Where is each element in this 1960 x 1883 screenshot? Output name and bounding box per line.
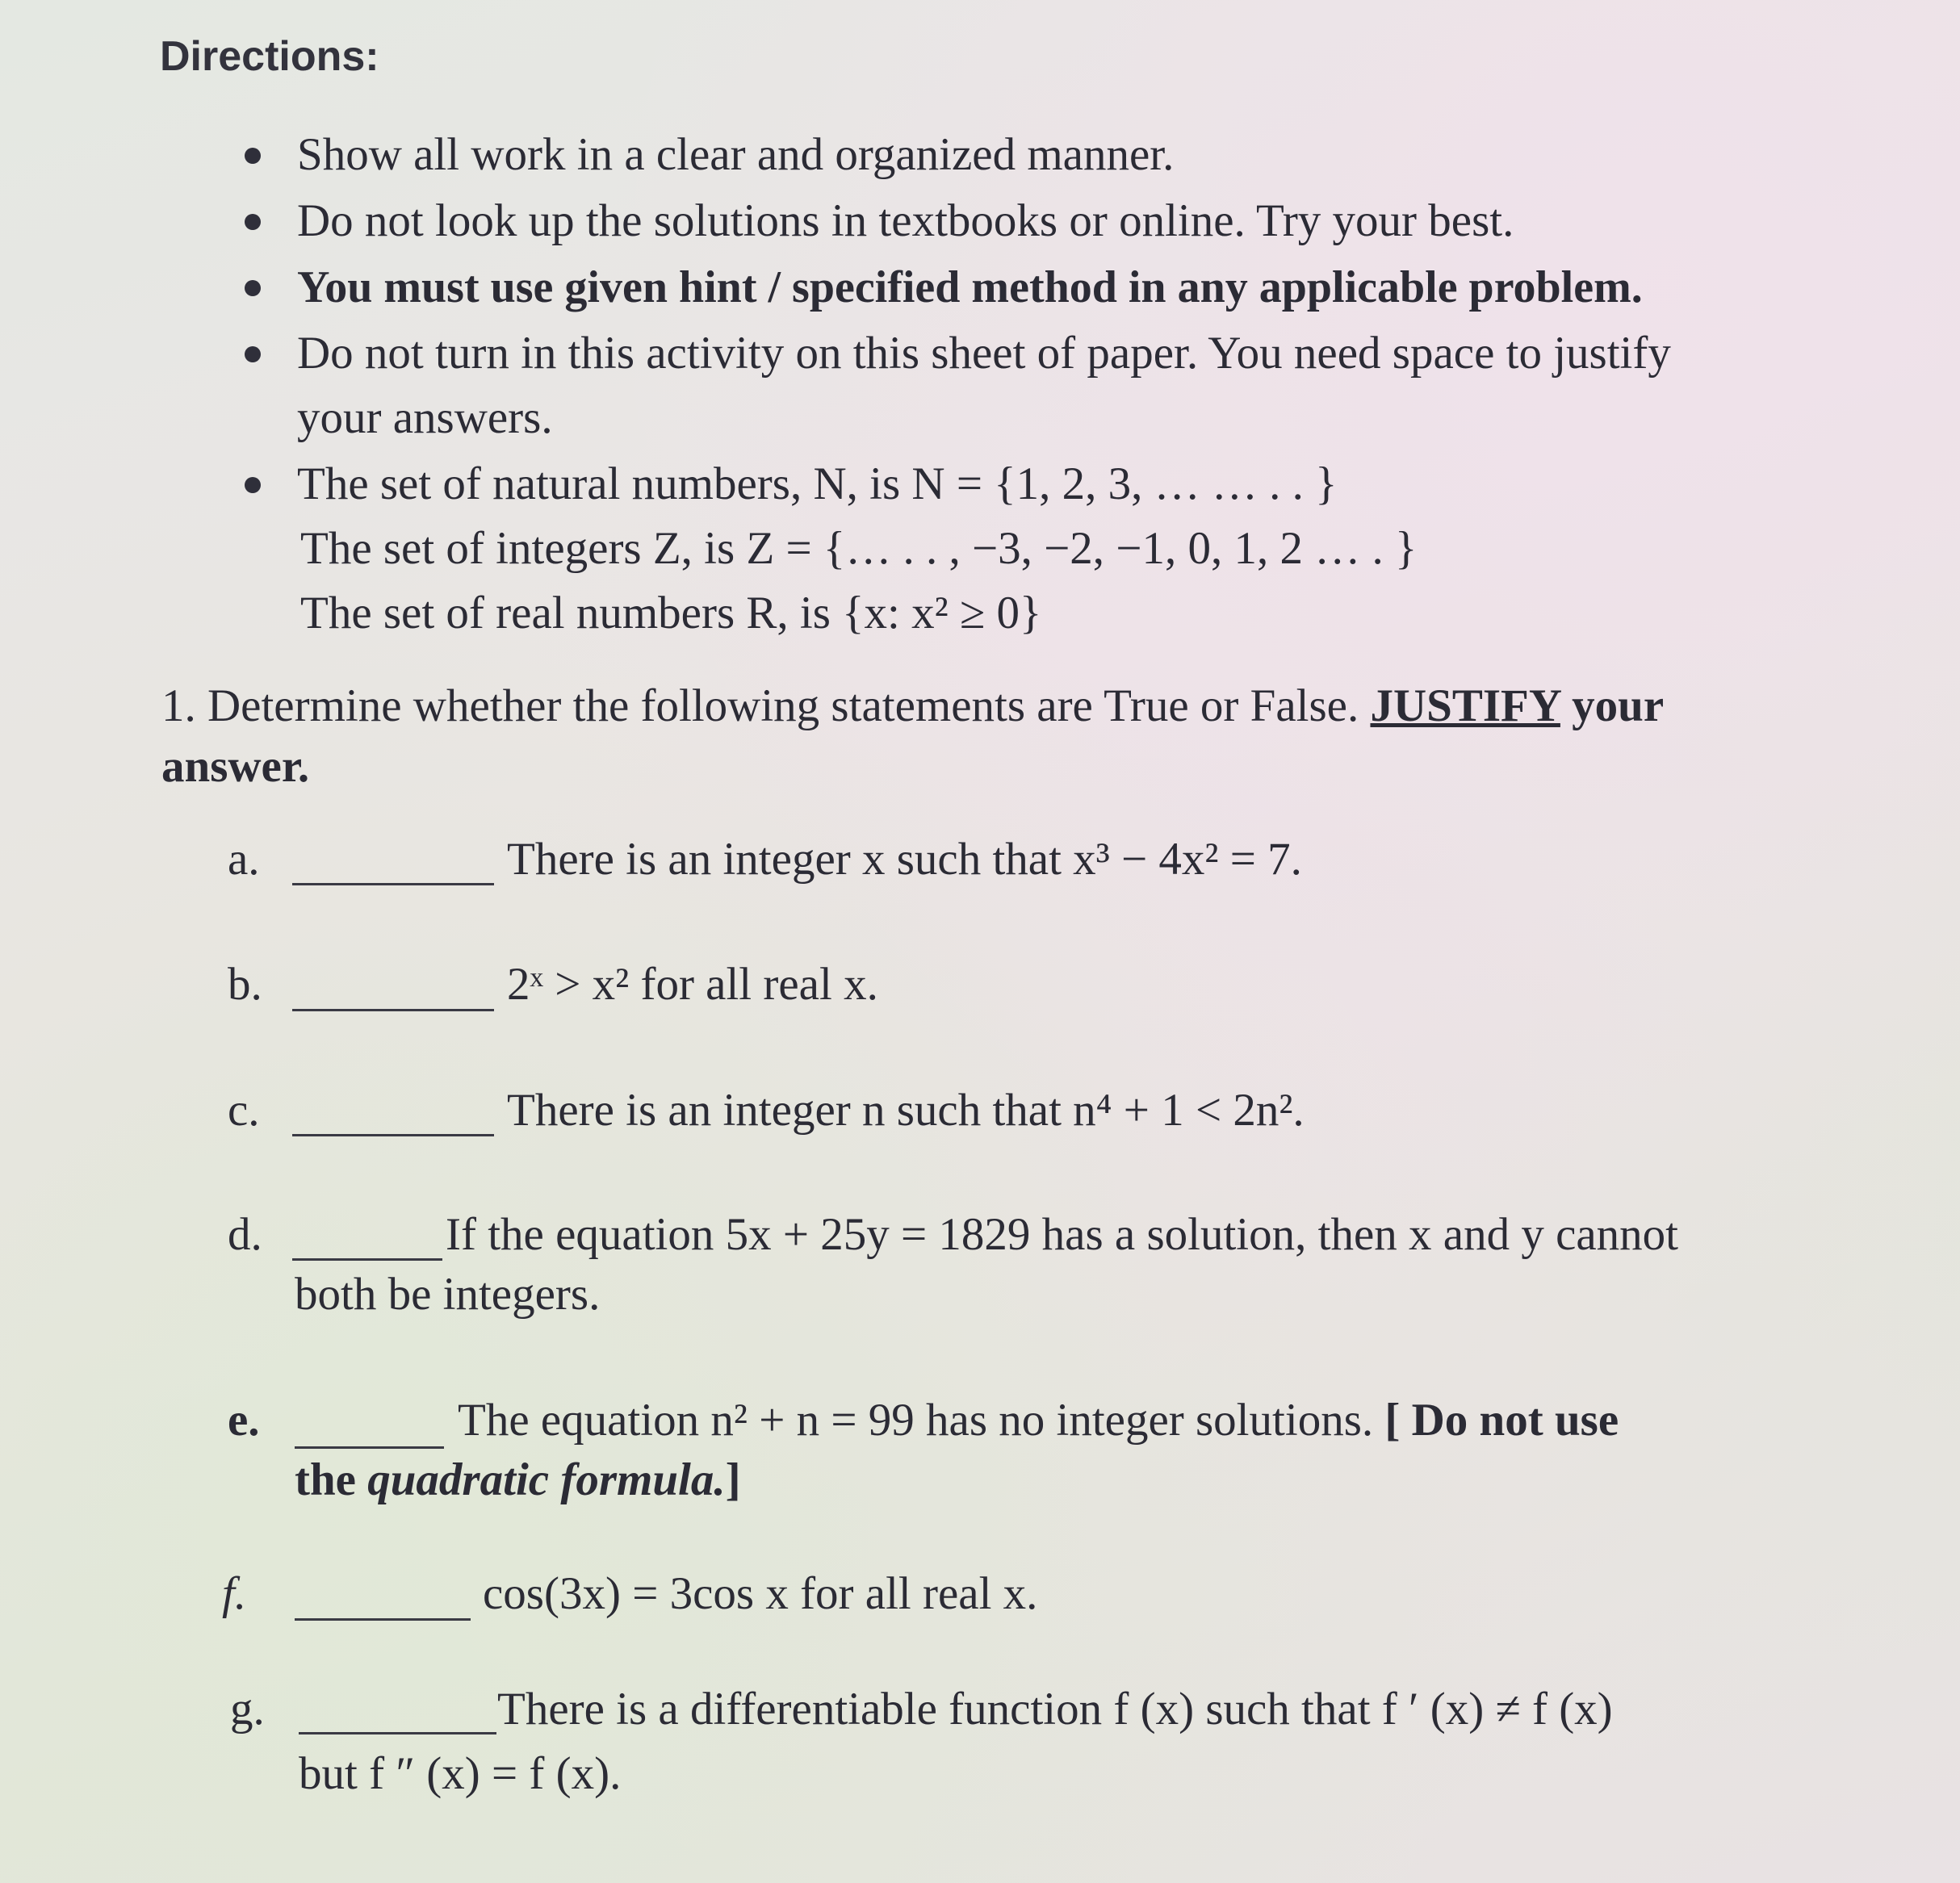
bullet-dot	[245, 214, 261, 230]
item-a-label: a.	[228, 834, 260, 885]
item-a-answer-blank[interactable]	[292, 883, 494, 885]
item-b-answer-blank[interactable]	[292, 1009, 494, 1011]
direction-item: Show all work in a clear and organized manner.	[297, 129, 1175, 180]
reals-set: The set of real numbers R, is {x: x² ≥ 0}	[300, 588, 1042, 638]
item-d-statement-continued: both be integers.	[295, 1269, 601, 1320]
item-e-hint-bracket: ]	[725, 1454, 741, 1505]
question-1-your: your	[1560, 680, 1665, 731]
item-c-statement: There is an integer n such that n⁴ + 1 < 2n².	[507, 1085, 1305, 1136]
item-c-label: c.	[228, 1085, 260, 1136]
item-e-statement	[458, 1388, 1619, 1453]
bullet-dot	[245, 477, 261, 493]
justify-emphasis: JUSTIFY	[1370, 680, 1560, 731]
bullet-dot	[245, 148, 261, 164]
integers-set: The set of integers Z, is Z = {… . . , −3, −2, −1, 0, 1, 2 … . }	[300, 523, 1418, 574]
direction-item-bold: You must use given hint / specified method in any applicable problem.	[297, 262, 1643, 312]
item-a-statement: There is an integer x such that x³ − 4x² = 7.	[507, 834, 1302, 885]
item-c-answer-blank[interactable]	[292, 1134, 494, 1136]
item-g-answer-blank[interactable]	[299, 1732, 496, 1734]
question-1-prompt	[161, 674, 1664, 739]
question-1-answer-word: answer.	[161, 741, 310, 792]
item-g-statement-continued: but f ″ (x) = f (x).	[299, 1748, 622, 1799]
item-g-statement: There is a differentiable function f (x) such that f ′ (x) ≠ f (x)	[497, 1684, 1613, 1734]
item-b-label: b.	[228, 959, 262, 1010]
item-d-statement: If the equation 5x + 25y = 1829 has a solution, then x and y cannot	[446, 1209, 1679, 1260]
direction-item: Do not look up the solutions in textbooks or online. Try your best.	[297, 195, 1514, 246]
item-d-label: d.	[228, 1209, 262, 1260]
item-e-label: e.	[228, 1395, 260, 1446]
item-e-hint-formula: quadratic formula.	[367, 1454, 726, 1505]
item-g-label: g.	[230, 1684, 265, 1734]
item-f-answer-blank[interactable]	[295, 1618, 471, 1621]
directions-heading: Directions:	[160, 33, 379, 80]
item-e-text: The equation n² + n = 99 has no integer solutions.	[458, 1395, 1385, 1446]
direction-item-continued: your answers.	[297, 392, 553, 443]
item-e-hint: [ Do not use	[1384, 1395, 1619, 1446]
item-f-label: f.	[222, 1568, 247, 1619]
direction-item: Do not turn in this activity on this sheet of paper. You need space to justify	[297, 328, 1671, 379]
question-1-text: 1. Determine whether the following statements are True or False.	[161, 680, 1371, 731]
item-e-hint-the: the	[295, 1454, 368, 1505]
bullet-dot	[245, 280, 261, 296]
item-d-answer-blank[interactable]	[292, 1258, 442, 1261]
item-b-statement: 2ˣ > x² for all real x.	[507, 959, 878, 1010]
item-f-statement: cos(3x) = 3cos x for all real x.	[483, 1568, 1038, 1619]
bullet-dot	[245, 346, 261, 362]
natural-numbers-set: The set of natural numbers, N, is N = {1, 2, 3, … … . . }	[297, 458, 1338, 509]
item-e-hint-continued	[295, 1448, 741, 1513]
